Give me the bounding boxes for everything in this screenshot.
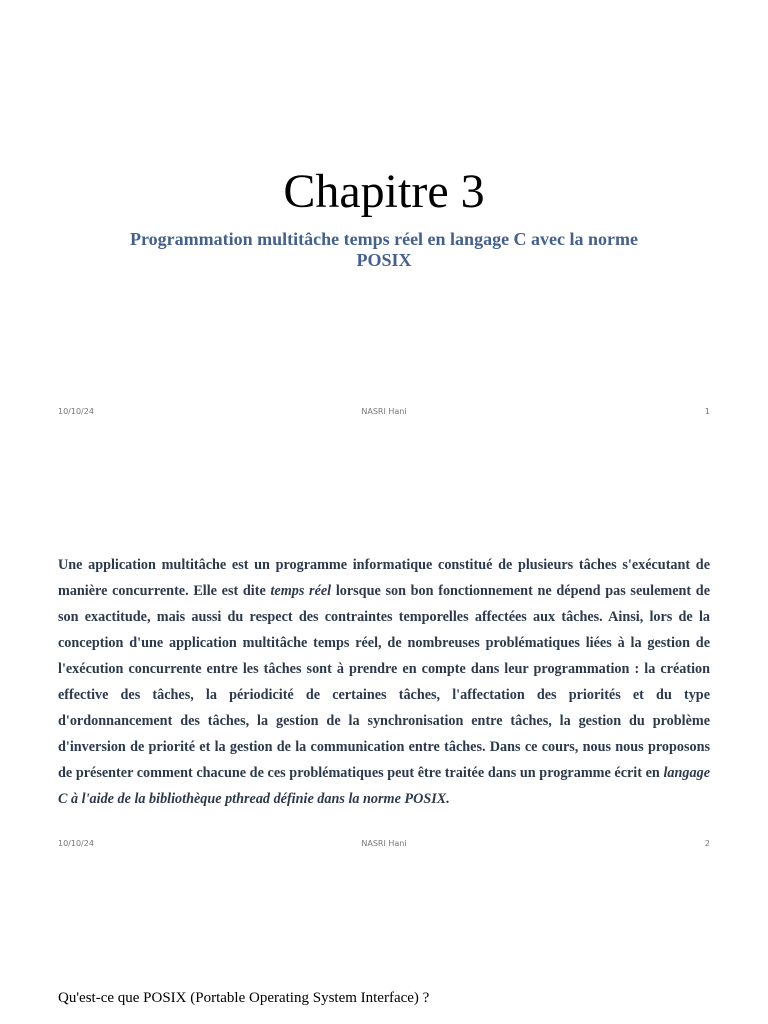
slide-3 (0, 864, 768, 1024)
paragraph-text-1: Une application multitâche est un programme informatique constitué de plusieurs tâches s'exécutant de manière concurrente. Elle est dite (58, 557, 710, 599)
slide-footer (58, 838, 710, 850)
footer-page-number: 2 (704, 839, 710, 848)
slide-2 (0, 432, 768, 864)
section-question: Qu'est-ce que POSIX (Portable Operating System Interface) ? (58, 990, 430, 1006)
slide-footer (58, 406, 710, 418)
paragraph-text-2: lorsque son bon fonctionnement ne dépend pas seulement de son exactitude, mais aussi du respect des contraintes temporelles affectées aux tâches. Ainsi, lors de la conception d'une application multitâche temps réel, de nombreuses problématiques liées à la gestion de l'exécution concurrente entre les tâches sont à prendre en compte dans leur programmation : la création effective des tâches, la périodicité de certaines tâches, l'affectation des priorités et du type d'ordonnancement des tâches, la gestion de la synchronisation entre tâches, la gestion du problème d'inversion de priorité et la gestion de la communication entre tâches. Dans ce cours, nous nous proposons de présenter comment chacune de ces problématiques peut être traitée dans un programme écrit en (58, 583, 710, 781)
footer-date: 10/10/24 (58, 839, 94, 848)
slide-1 (0, 0, 768, 432)
chapter-title: Chapitre 3 (283, 165, 485, 218)
paragraph-italic-temps-reel: temps réel (270, 583, 332, 599)
footer-author: NASRI Hani (361, 407, 407, 416)
footer-author: NASRI Hani (361, 839, 407, 848)
footer-page-number: 1 (704, 407, 710, 416)
paragraph-italic-posix: langage C à l'aide de la bibliothèque pthread définie dans la norme POSIX. (58, 765, 710, 807)
chapter-subtitle: Programmation multitâche temps réel en langage C avec la norme POSIX (129, 229, 639, 270)
footer-date: 10/10/24 (58, 407, 94, 416)
intro-paragraph (58, 552, 710, 812)
